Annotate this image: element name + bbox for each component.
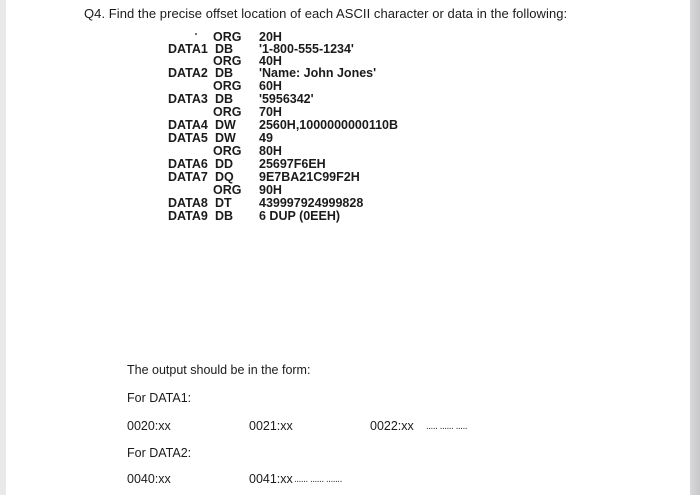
data2-offset-cell: 0040:xx [127,472,171,486]
code-label: DATA6 [168,157,208,171]
code-label: DATA5 [168,131,208,145]
stray-mark [195,33,197,35]
code-operand: 80H [259,144,282,158]
code-label: DATA2 [168,66,208,80]
data1-offset-cell: 0021:xx [249,419,293,433]
code-operand: 25697F6EH [259,157,326,171]
output-intro: The output should be in the form: [127,363,311,377]
code-directive: ORG [213,105,242,119]
code-directive: ORG [213,183,242,197]
code-label: DATA8 [168,196,208,210]
code-label: DATA1 [168,42,208,56]
code-operand: 6 DUP (0EEH) [259,209,341,223]
code-directive: ORG [213,54,242,68]
code-operand: 20H [259,30,282,44]
code-directive: DB [215,42,234,56]
code-directive: DD [215,157,234,171]
code-operand: '5956342' [259,92,314,106]
code-directive: DW [215,118,236,132]
question-text: Q4. Find the precise offset location of each ASCII character or data in the following: [84,6,568,21]
scroll-edge [690,0,700,495]
code-directive: DB [215,66,234,80]
code-operand: 9E7BA21C99F2H [259,170,360,184]
data1-continuation-dots: ..... ...... ..... [426,421,468,432]
code-label: DATA4 [168,118,208,132]
code-operand: '1-800-555-1234' [259,42,354,56]
data2-heading: For DATA2: [127,446,192,460]
answer-format-panel [6,251,690,495]
code-directive: ORG [213,144,242,158]
code-operand: 49 [259,131,273,145]
code-label: DATA3 [168,92,208,106]
code-directive: DW [215,131,236,145]
code-directive: DB [215,209,234,223]
data1-offset-cell: 0020:xx [127,419,171,433]
data1-heading: For DATA1: [127,391,192,405]
code-directive: DT [215,196,232,210]
code-label: DATA7 [168,170,208,184]
code-operand: 90H [259,183,282,197]
code-label: DATA9 [168,209,208,223]
code-operand: 439997924999828 [259,196,364,210]
code-directive: DB [215,92,234,106]
code-operand: 40H [259,54,282,68]
code-operand: 70H [259,105,282,119]
code-operand: 'Name: John Jones' [259,66,377,80]
data2-continuation-dots: ...... ...... ....... [294,474,342,485]
code-operand: 2560H,1000000000110B [259,118,399,132]
question-panel [6,0,690,269]
code-directive: DQ [215,170,234,184]
data2-offset-cell: 0041:xx [249,472,293,486]
code-operand: 60H [259,79,282,93]
code-directive: ORG [213,79,242,93]
data1-offset-cell: 0022:xx [370,419,414,433]
code-directive: ORG [213,30,242,44]
